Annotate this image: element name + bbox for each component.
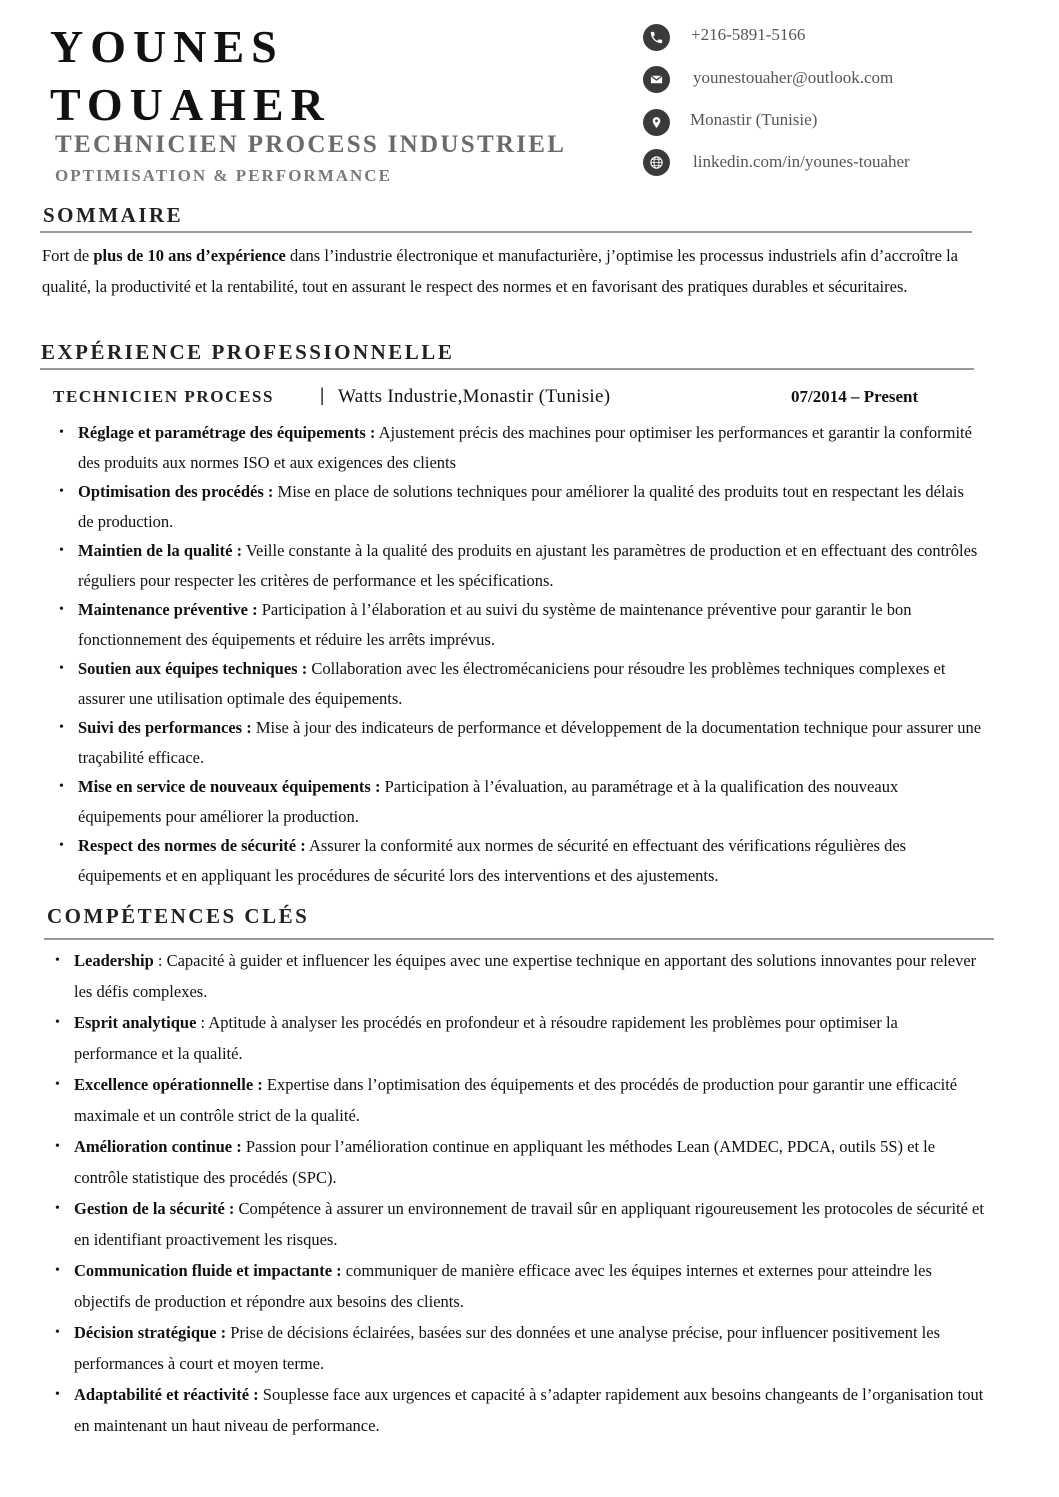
globe-icon bbox=[643, 149, 670, 176]
list-item bbox=[74, 1255, 984, 1317]
linkedin-url[interactable]: linkedin.com/in/younes-touaher bbox=[693, 151, 910, 171]
bullet-text: Mise en place de solutions techniques pour améliorer la qualité des produits tout en respectant les délais de production. bbox=[78, 482, 964, 531]
summary-text-end: dans l’industrie électronique et manufacturière, j’optimise les processus industriels afin d’accroître la qualité, la productivité et la rentabilité, tout en assurant le respect des normes et en favorisant des pratiques durables et sécuritaires. bbox=[42, 246, 959, 296]
list-item bbox=[78, 831, 983, 890]
skills-bullet-list bbox=[74, 945, 984, 1441]
job-subtitle: OPTIMISATION & PERFORMANCE bbox=[55, 166, 392, 185]
list-item bbox=[74, 1193, 984, 1255]
list-item bbox=[74, 1007, 984, 1069]
list-item bbox=[78, 713, 983, 772]
bullet-term: Réglage et paramétrage des équipements : bbox=[78, 423, 376, 442]
bullet-term: Esprit analytique bbox=[74, 1013, 197, 1032]
bullet-term: Excellence opérationnelle : bbox=[74, 1075, 263, 1094]
bullet-text: Mise à jour des indicateurs de performance et développement de la documentation technique pour assurer une traçabilité efficace. bbox=[78, 718, 982, 767]
bullet-text: Passion pour l’amélioration continue en appliquant les méthodes Lean (AMDEC, PDCA, outils 5S) et le contrôle statistique des procédés (SPC). bbox=[74, 1137, 936, 1187]
bullet-text: Veille constante à la qualité des produits en ajustant les paramètres de production et en effectuant des contrôles réguliers pour respecter les critères de performance et les spécifications. bbox=[78, 541, 978, 590]
bullet-term: Amélioration continue : bbox=[74, 1137, 242, 1156]
summary-text-start: Fort de bbox=[42, 246, 94, 265]
list-item bbox=[78, 772, 983, 831]
bullet-term: Décision stratégique : bbox=[74, 1323, 227, 1342]
job-title-headline: TECHNICIEN PROCESS INDUSTRIEL bbox=[55, 131, 567, 158]
location: Monastir (Tunisie) bbox=[690, 110, 818, 129]
bullet-term: Soutien aux équipes techniques : bbox=[78, 659, 308, 678]
bullet-term: Respect des normes de sécurité : bbox=[78, 836, 306, 855]
bullet-text: Participation à l’élaboration et au suivi du système de maintenance préventive pour garantir le bon fonctionnement des équipements et réduire les arrêts imprévus. bbox=[78, 600, 912, 649]
bullet-text: Souplesse face aux urgences et capacité à s’adapter rapidement aux besoins changeants de l’organisation tout en maintenant un haut niveau de performance. bbox=[74, 1385, 984, 1435]
bullet-text: : Aptitude à analyser les procédés en profondeur et à résoudre rapidement les problèmes pour optimiser la performance et la qualité. bbox=[74, 1013, 898, 1063]
job-position: TECHNICIEN PROCESS bbox=[53, 387, 275, 406]
contact-phone bbox=[643, 24, 805, 51]
job-separator: | bbox=[320, 385, 325, 406]
job-company: Watts Industrie,Monastir (Tunisie) bbox=[338, 386, 611, 407]
summary-paragraph bbox=[42, 240, 992, 302]
list-item bbox=[78, 536, 983, 595]
first-name: YOUNES bbox=[50, 21, 284, 72]
experience-bullet-list bbox=[78, 418, 983, 890]
list-item bbox=[74, 1069, 984, 1131]
bullet-text: : Capacité à guider et influencer les équipes avec une expertise technique en apportant des solutions innovantes pour relever les défis complexes. bbox=[74, 951, 977, 1001]
phone-icon bbox=[643, 24, 670, 51]
list-item bbox=[78, 595, 983, 654]
list-item bbox=[74, 945, 984, 1007]
bullet-text: Compétence à assurer un environnement de travail sûr en appliquant rigoureusement les protocoles de sécurité et en identifiant proactivement les risques. bbox=[74, 1199, 984, 1249]
list-item bbox=[74, 1131, 984, 1193]
job-dates: 07/2014 – Present bbox=[791, 387, 919, 406]
list-item bbox=[74, 1317, 984, 1379]
location-pin-icon bbox=[643, 109, 670, 136]
phone-number: +216-5891-5166 bbox=[691, 24, 806, 44]
contact-location bbox=[643, 109, 817, 136]
skills-heading: COMPÉTENCES CLÉS bbox=[47, 904, 310, 928]
summary-divider bbox=[40, 231, 972, 233]
bullet-term: Suivi des performances : bbox=[78, 718, 252, 737]
experience-heading: EXPÉRIENCE PROFESSIONNELLE bbox=[41, 340, 455, 364]
list-item bbox=[78, 418, 983, 477]
bullet-term: Maintien de la qualité : bbox=[78, 541, 243, 560]
list-item bbox=[74, 1379, 984, 1441]
bullet-term: Maintenance préventive : bbox=[78, 600, 258, 619]
last-name: TOUAHER bbox=[50, 79, 331, 130]
bullet-text: Expertise dans l’optimisation des équipements et des procédés de production pour garantir une efficacité maximale et un contrôle strict de la qualité. bbox=[74, 1075, 958, 1125]
job-header bbox=[53, 384, 943, 412]
bullet-term: Gestion de la sécurité : bbox=[74, 1199, 235, 1218]
skills-divider bbox=[44, 938, 994, 940]
bullet-term: Communication fluide et impactante : bbox=[74, 1261, 342, 1280]
bullet-text: communiquer de manière efficace avec les équipes internes et externes pour atteindre les objectifs de production et répondre aux besoins des clients. bbox=[74, 1261, 932, 1311]
bullet-term: Optimisation des procédés : bbox=[78, 482, 274, 501]
bullet-text: Prise de décisions éclairées, basées sur des données et une analyse précise, pour influencer positivement les performances à court et moyen terme. bbox=[74, 1323, 940, 1373]
bullet-term: Adaptabilité et réactivité : bbox=[74, 1385, 259, 1404]
experience-divider bbox=[40, 368, 974, 370]
bullet-term: Mise en service de nouveaux équipements : bbox=[78, 777, 381, 796]
bullet-text: Assurer la conformité aux normes de sécurité en effectuant des vérifications régulières des équipements et en appliquant les procédures de sécurité lors des interventions et des ajustements. bbox=[78, 836, 907, 885]
email-address[interactable]: younestouaher@outlook.com bbox=[693, 68, 894, 87]
summary-heading: SOMMAIRE bbox=[43, 203, 184, 227]
list-item bbox=[78, 654, 983, 713]
bullet-text: Ajustement précis des machines pour optimiser les performances et garantir la conformité des produits aux normes ISO et aux exigences des clients bbox=[78, 423, 972, 472]
contact-linkedin bbox=[643, 149, 910, 176]
bullet-text: Collaboration avec les électromécaniciens pour résoudre les problèmes techniques complexes et assurer une utilisation optimale des équipements. bbox=[78, 659, 946, 708]
contact-email bbox=[643, 66, 893, 93]
bullet-text: Participation à l’évaluation, au paramétrage et à la qualification des nouveaux équipements pour améliorer la production. bbox=[78, 777, 899, 826]
bullet-term: Leadership bbox=[74, 951, 154, 970]
summary-emphasis: plus de 10 ans d’expérience bbox=[93, 246, 286, 265]
list-item bbox=[78, 477, 983, 536]
email-icon bbox=[643, 66, 670, 93]
